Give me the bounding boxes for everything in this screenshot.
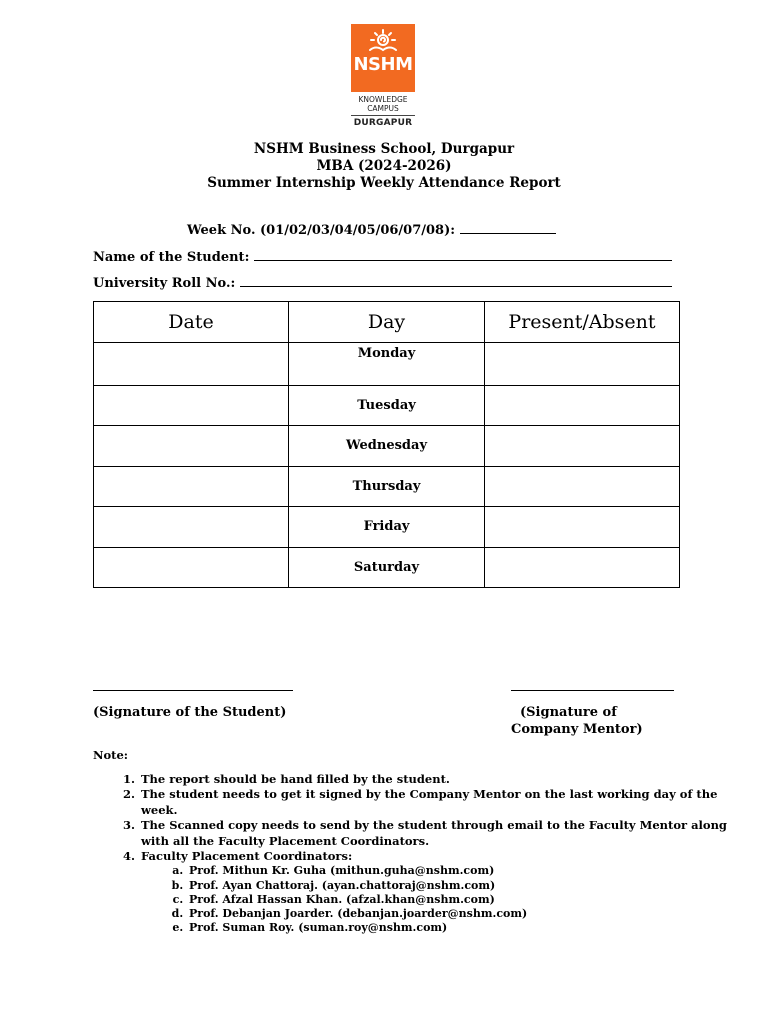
- day-cell: Thursday: [289, 466, 485, 507]
- day-cell: Monday: [289, 343, 485, 386]
- day-cell: Saturday: [289, 547, 485, 588]
- note-title: Note:: [93, 748, 129, 762]
- coordinators-list: [141, 864, 739, 935]
- logo-divider: [351, 115, 415, 116]
- roll-number-field: [93, 274, 672, 291]
- mentor-signature-line2: Company Mentor): [511, 722, 643, 737]
- notes-list: [93, 772, 739, 935]
- sun-book-icon: [365, 28, 401, 54]
- logo-line2: CAMPUS: [367, 104, 399, 113]
- student-name-label: Name of the Student:: [93, 250, 250, 265]
- day-cell: Wednesday: [289, 426, 485, 467]
- list-item: d. Prof. Debanjan Joarder. (debanjan.joarder@nshm.com): [187, 907, 739, 921]
- school-name: NSHM Business School, Durgapur: [253, 141, 515, 157]
- table-row: [94, 466, 680, 507]
- student-name-blank[interactable]: [254, 248, 672, 261]
- list-item: b. Prof. Ayan Chattoraj. (ayan.chattoraj@nshm.com): [187, 879, 739, 893]
- student-signature-line[interactable]: [93, 690, 293, 691]
- logo-city: DURGAPUR: [353, 118, 413, 128]
- logo-brand: NSHM: [353, 54, 413, 75]
- mentor-signature-label: [511, 704, 643, 738]
- nshm-logo: [351, 24, 415, 128]
- table-row: [94, 426, 680, 467]
- table-row: [94, 547, 680, 588]
- mentor-signature-line[interactable]: [511, 690, 674, 691]
- attendance-cell[interactable]: [485, 385, 680, 426]
- student-name-field: [93, 248, 672, 265]
- day-cell: Friday: [289, 507, 485, 548]
- list-item: 1. The report should be hand filled by the student.: [139, 772, 739, 787]
- attendance-cell[interactable]: [485, 507, 680, 548]
- list-item: c. Prof. Afzal Hassan Khan. (afzal.khan@nshm.com): [187, 893, 739, 907]
- coordinators-heading: Faculty Placement Coordinators:: [141, 849, 353, 864]
- date-cell[interactable]: [94, 385, 289, 426]
- week-field: [187, 221, 556, 238]
- document-heading: [0, 141, 768, 192]
- header-date: Date: [94, 302, 289, 343]
- program-name: MBA (2024-2026): [316, 158, 452, 174]
- table-header-row: [94, 302, 680, 343]
- week-label: Week No. (01/02/03/04/05/06/07/08):: [187, 223, 456, 238]
- list-item: 2. The student needs to get it signed by the Company Mentor on the last working day of the week.: [139, 787, 739, 818]
- attendance-cell[interactable]: [485, 343, 680, 386]
- student-signature-label: (Signature of the Student): [93, 705, 287, 720]
- attendance-cell[interactable]: [485, 426, 680, 467]
- list-item: 3. The Scanned copy needs to send by the student through email to the Faculty Mentor along with all the Faculty Placement Coordinators.: [139, 818, 739, 849]
- attendance-table: [93, 301, 680, 588]
- attendance-cell[interactable]: [485, 466, 680, 507]
- attendance-cell[interactable]: [485, 547, 680, 588]
- date-cell[interactable]: [94, 547, 289, 588]
- date-cell[interactable]: [94, 466, 289, 507]
- table-row: [94, 343, 680, 386]
- roll-number-label: University Roll No.:: [93, 276, 236, 291]
- logo-line1: KNOWLEDGE: [358, 95, 408, 104]
- day-cell: Tuesday: [289, 385, 485, 426]
- table-row: [94, 385, 680, 426]
- logo-badge: [351, 24, 415, 92]
- table-row: [94, 507, 680, 548]
- week-blank[interactable]: [460, 221, 556, 234]
- list-item: e. Prof. Suman Roy. (suman.roy@nshm.com): [187, 921, 739, 935]
- report-title: Summer Internship Weekly Attendance Report: [207, 175, 561, 191]
- date-cell[interactable]: [94, 507, 289, 548]
- mentor-signature-line1: (Signature of: [520, 705, 617, 720]
- list-item: [139, 849, 739, 935]
- list-item: a. Prof. Mithun Kr. Guha (mithun.guha@nshm.com): [187, 864, 739, 878]
- header-day: Day: [289, 302, 485, 343]
- header-present-absent: Present/Absent: [485, 302, 680, 343]
- date-cell[interactable]: [94, 426, 289, 467]
- roll-number-blank[interactable]: [240, 274, 672, 287]
- date-cell[interactable]: [94, 343, 289, 386]
